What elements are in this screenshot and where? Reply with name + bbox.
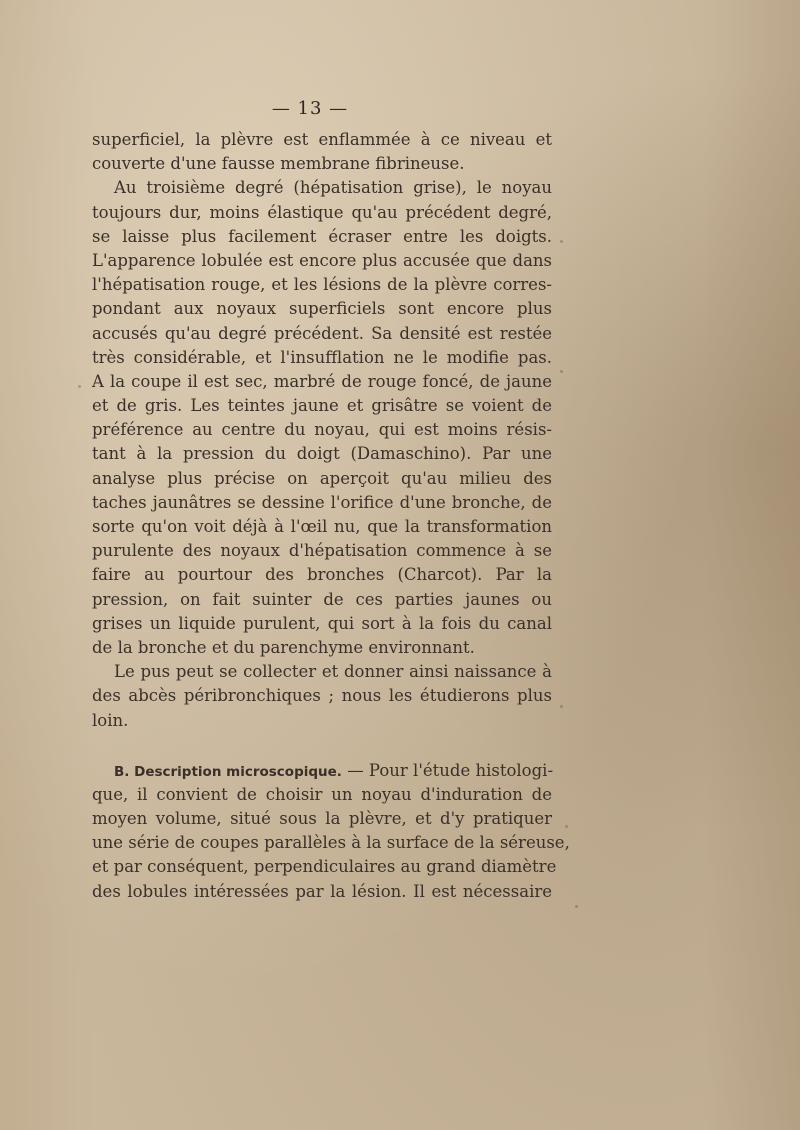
text-line: taches jaunâtres se dessine l'orifice d'une bronche, de	[92, 492, 552, 512]
text-line: et par conséquent, perpendiculaires au grand diamètre	[92, 857, 557, 877]
text-line: moyen volume, situé sous la plèvre, et d'y pratiquer	[92, 809, 552, 829]
text-line: des abcès péribronchiques ; nous les étudierons plus	[92, 686, 552, 706]
text-line: purulente des noyaux d'hépatisation commence à se	[92, 541, 552, 561]
text-line: tant à la pression du doigt (Damaschino). Par une	[92, 444, 552, 464]
paragraph-gap	[92, 733, 552, 759]
text-line: A la coupe il est sec, marbré de rouge foncé, de jaune	[92, 371, 552, 391]
text-line: une série de coupes parallèles à la surface de la séreuse,	[92, 833, 570, 853]
paper-speck	[78, 385, 81, 388]
paper-speck	[565, 825, 568, 828]
text-line: toujours dur, moins élastique qu'au précédent degré,	[92, 202, 552, 222]
text-line: analyse plus précise on aperçoit qu'au milieu des	[92, 468, 552, 488]
text-line: faire au pourtour des bronches (Charcot). Par la	[92, 565, 552, 585]
text-line: se laisse plus facilement écraser entre les doigts.	[92, 226, 552, 246]
text-line: L'apparence lobulée est encore plus accusée que dans	[92, 250, 552, 270]
body-text	[92, 128, 570, 904]
text-line: très considérable, et l'insufflation ne le modifie pas.	[92, 347, 552, 367]
paper-speck	[560, 705, 563, 708]
paper-speck	[560, 370, 563, 373]
paper-speck	[560, 240, 563, 243]
section-heading: B. Description microscopique.	[114, 763, 342, 780]
text-line: de la bronche et du parenchyme environnant.	[92, 637, 475, 657]
text-line: grises un liquide purulent, qui sort à la fois du canal	[92, 613, 552, 633]
text-line: Au troisième degré (hépatisation grise), le noyau	[114, 178, 552, 198]
text-line: Le pus peut se collecter et donner ainsi naissance à	[114, 662, 552, 682]
text-line: accusés qu'au degré précédent. Sa densité est restée	[92, 323, 552, 343]
text-line: sorte qu'on voit déjà à l'œil nu, que la transformation	[92, 517, 552, 536]
paper-speck	[575, 905, 578, 908]
section-heading-line	[92, 759, 552, 783]
text-line: l'hépatisation rouge, et les lésions de la plèvre corres-	[92, 275, 552, 295]
text-line: que, il convient de choisir un noyau d'induration de	[92, 784, 552, 804]
text-line: couverte d'une fausse membrane fibrineuse.	[92, 154, 465, 174]
text-line: préférence au centre du noyau, qui est moins résis-	[92, 420, 552, 440]
text-line: loin.	[92, 710, 129, 730]
text-line: superficiel, la plèvre est enflammée à ce niveau et	[92, 130, 552, 149]
section-first-line: — Pour l'étude histologi-	[347, 760, 554, 780]
text-line: des lobules intéressées par la lésion. Il est nécessaire	[92, 881, 552, 901]
text-line: pression, on fait suinter de ces parties jaunes ou	[92, 589, 552, 609]
page-number: — 13 —	[271, 98, 349, 119]
text-line: pondant aux noyaux superficiels sont encore plus	[92, 299, 552, 319]
text-line: et de gris. Les teintes jaune et grisâtre se voient de	[92, 396, 552, 416]
